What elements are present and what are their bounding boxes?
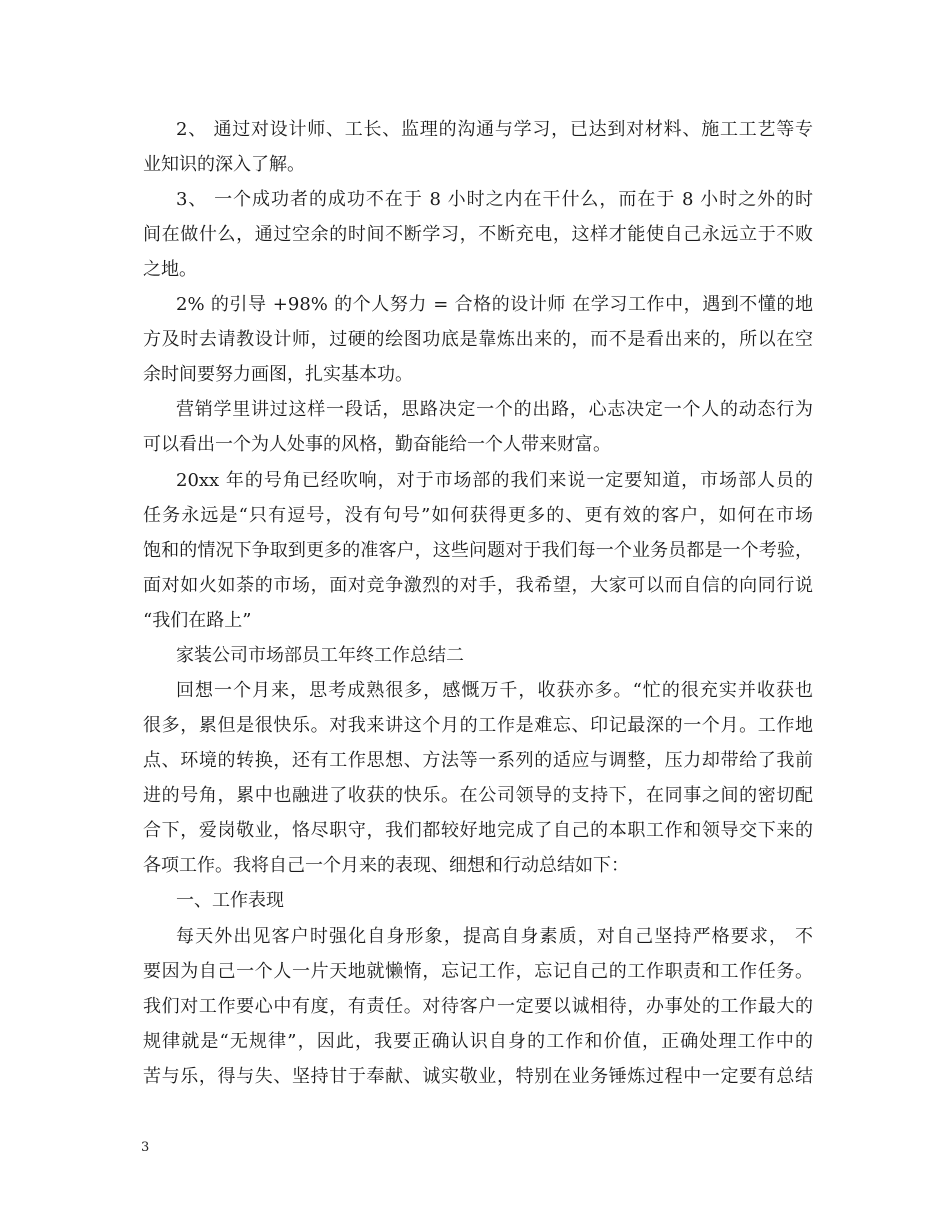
text-line: 合下，爱岗敬业，恪尽职守，我们都较好地完成了自己的本职工作和领导交下来的 bbox=[143, 820, 813, 841]
text-line: 进的号角，累中也融进了收获的快乐。在公司领导的支持下，在同事之间的密切配 bbox=[143, 785, 813, 806]
text-line: 之地。 bbox=[143, 259, 197, 280]
text-line: 方及时去请教设计师，过硬的绘图功底是靠炼出来的，而不是看出来的，所以在空 bbox=[143, 329, 813, 350]
text-line: 饱和的情况下争取到更多的准客户，这些问题对于我们每一个业务员都是一个考验， bbox=[143, 540, 813, 561]
page-number: 3 bbox=[141, 1140, 150, 1155]
text-line: “我们在路上” bbox=[143, 610, 252, 631]
subsection-heading: 一、工作表现 bbox=[176, 890, 284, 911]
text-line: 20xx 年的号角已经吹响，对于市场部的我们来说一定要知道，市场部人员的 bbox=[176, 470, 813, 491]
text-line: 我们对工作要心中有度，有责任。对待客户一定要以诚相待，办事处的工作最大的 bbox=[143, 996, 813, 1017]
text-line: 面对如火如荼的市场，面对竞争激烈的对手，我希望，大家可以而自信的向同行说 bbox=[143, 575, 813, 596]
text-line: 业知识的深入了解。 bbox=[143, 154, 305, 175]
text-line: 要因为自己一个人一片天地就懒惰，忘记工作，忘记自己的工作职责和工作任务。 bbox=[143, 961, 813, 982]
text-line: 点、环境的转换，还有工作思想、方法等一系列的适应与调整，压力却带给了我前 bbox=[143, 750, 813, 771]
text-line: 可以看出一个为人处事的风格，勤奋能给一个人带来财富。 bbox=[143, 434, 611, 455]
text-line: 任务永远是“只有逗号，没有句号”如何获得更多的、更有效的客户，如何在市场 bbox=[143, 505, 813, 526]
text-line: 3、 一个成功者的成功不在于 8 小时之内在干什么，而在于 8 小时之外的时 bbox=[176, 189, 813, 210]
text-line: 2% 的引导 +98% 的个人努力 = 合格的设计师 在学习工作中，遇到不懂的地 bbox=[176, 294, 813, 315]
text-line: 2、 通过对设计师、工长、监理的沟通与学习，已达到对材料、施工工艺等专 bbox=[176, 119, 813, 140]
text-line: 苦与乐，得与失、坚持甘于奉献、诚实敬业，特别在业务锤炼过程中一定要有总结 bbox=[143, 1066, 813, 1087]
text-line: 各项工作。我将自己一个月来的表现、细想和行动总结如下： bbox=[143, 855, 629, 876]
text-line: 规律就是“无规律”，因此，我要正确认识自身的工作和价值，正确处理工作中的 bbox=[143, 1031, 813, 1052]
text-line: 营销学里讲过这样一段话，思路决定一个的出路，心志决定一个人的动态行为 bbox=[176, 399, 813, 420]
section-heading: 家装公司市场部员工年终工作总结二 bbox=[176, 645, 464, 666]
text-line: 每天外出见客户时强化自身形象，提高自身素质，对自己坚持严格要求， 不 bbox=[176, 926, 813, 947]
text-line: 回想一个月来，思考成熟很多，感慨万千，收获亦多。“忙的很充实并收获也 bbox=[176, 680, 813, 701]
text-line: 间在做什么，通过空余的时间不断学习，不断充电，这样才能使自己永远立于不败 bbox=[143, 224, 813, 245]
text-line: 余时间要努力画图，扎实基本功。 bbox=[143, 364, 413, 385]
text-line: 很多，累但是很快乐。对我来讲这个月的工作是难忘、印记最深的一个月。工作地 bbox=[143, 715, 813, 736]
